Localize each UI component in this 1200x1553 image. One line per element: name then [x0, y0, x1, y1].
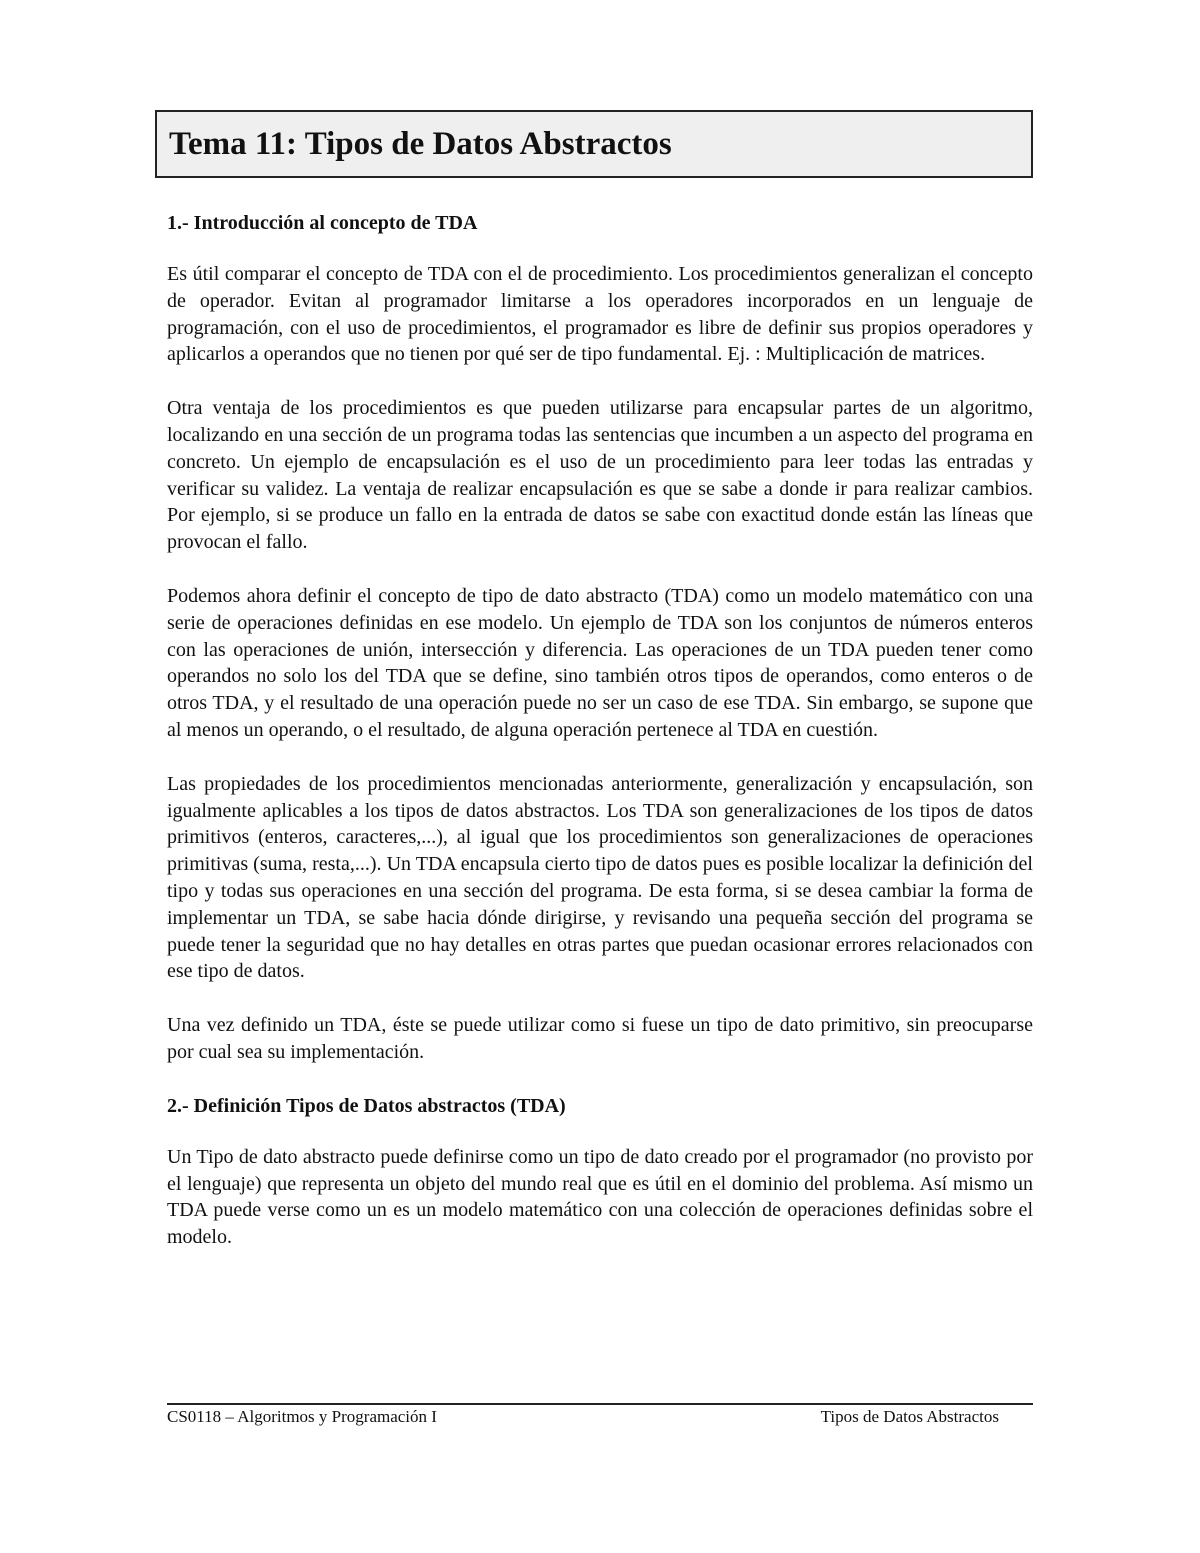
paragraph: Las propiedades de los procedimientos mencionadas anteriormente, generalización y encapsulación, son igualmente aplicables a los tipos de datos abstractos. Los TDA son generalizaciones de los tipos de datos primitivos (enteros, caracteres,...), al igual que los procedimientos son generalizaciones de operaciones primitivas (suma, resta,...). Un TDA encapsula cierto tipo de datos pues es posible localizar la definición del tipo y todas sus operaciones en una sección del programa. De esta forma, si se desea cambiar la forma de implementar un TDA, se sabe hacia dónde dirigirse, y revisando una pequeña sección del programa se puede tener la seguridad que no hay detalles en otras partes que puedan ocasionar errores relacionados con ese tipo de datos. [167, 772, 1033, 983]
paragraph: Una vez definido un TDA, éste se puede utilizar como si fuese un tipo de dato primitivo, sin preocuparse por cual sea su implementación. [167, 1014, 1033, 1063]
paragraph: Un Tipo de dato abstracto puede definirse como un tipo de dato creado por el programador (no provisto por el lenguaje) que representa un objeto del mundo real que es útil en el dominio del problema. Así mismo un TDA puede verse como un es un modelo matemático con una colección de operaciones definidas sobre el modelo. [167, 1145, 1033, 1249]
footer-rule [167, 1403, 1033, 1405]
section-heading: 2.- Definición Tipos de Datos abstractos (TDA) [167, 1094, 566, 1117]
title-box [155, 110, 1033, 178]
paragraph: Podemos ahora definir el concepto de tipo de dato abstracto (TDA) como un modelo matemático con una serie de operaciones definidas en ese modelo. Un ejemplo de TDA son los conjuntos de números enteros con las operaciones de unión, intersección y diferencia. Las operaciones de un TDA pueden tener como operandos no solo los del TDA que se define, sino también otros tipos de operandos, como enteros o de otros TDA, y el resultado de una operación puede no ser un caso de ese TDA. Sin embargo, se supone que al menos un operando, o el resultado, de alguna operación pertenece al TDA en cuestión. [167, 584, 1033, 741]
footer-topic: Tipos de Datos Abstractos [820, 1407, 999, 1426]
page-title: Tema 11: Tipos de Datos Abstractos [169, 125, 672, 162]
footer-course: CS0118 – Algoritmos y Programación I [167, 1407, 437, 1426]
page-footer [167, 1406, 999, 1428]
section-heading: 1.- Introducción al concepto de TDA [167, 212, 478, 234]
document-body [167, 210, 1033, 1251]
paragraph: Es útil comparar el concepto de TDA con el de procedimiento. Los procedimientos generalizan el concepto de operador. Evitan al programador limitarse a los operadores incorporados en un lenguaje de programación, con el uso de procedimientos, el programador es libre de definir sus propios operadores y aplicarlos a operandos que no tienen por qué ser de tipo fundamental. Ej. : Multiplicación de matrices. [167, 263, 1033, 366]
paragraph: Otra ventaja de los procedimientos es que pueden utilizarse para encapsular partes de un algoritmo, localizando en una sección de un programa todas las sentencias que incumben a un aspecto del programa en concreto. Un ejemplo de encapsulación es el uso de un procedimiento para leer todas las entradas y verificar su validez. La ventaja de realizar encapsulación es que se sabe a donde ir para realizar cambios. Por ejemplo, si se produce un fallo en la entrada de datos se sabe con exactitud donde están las líneas que provocan el fallo. [167, 397, 1033, 554]
